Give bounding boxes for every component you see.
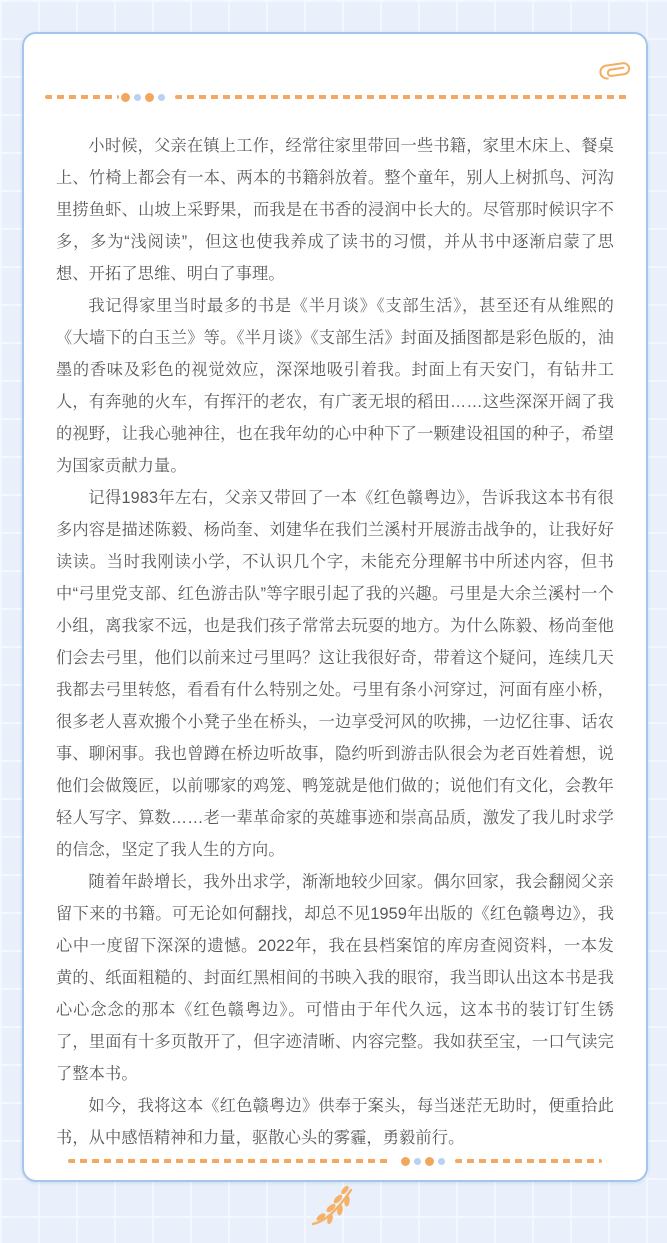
divider-dot [145,93,154,102]
divider-dot [414,1158,421,1165]
divider-dashes [455,1159,602,1163]
divider-dashes [45,95,119,99]
article-paragraph: 我记得家里当时最多的书是《半月谈》《支部生活》，甚至还有从维熙的《大墙下的白玉兰》等。《半月谈》《支部生活》封面及插图都是彩色版的，油墨的香味及彩色的视觉效应，深深地吸引着我。封面上有天安门，有钻井工人，有奔驰的火车，有挥汗的老农，有广袤无垠的稻田……这些深深开阔了我的视野，让我心驰神往，也在我年幼的心中种下了一颗建设祖国的种子，希望为国家贡献力量。 [56,297,614,475]
article-body [56,130,614,1154]
divider-dashes [68,1159,391,1163]
article-paragraph: 小时候，父亲在镇上工作，经常往家里带回一些书籍，家里木床上、餐桌上、竹椅上都会有一本、两本的书籍斜放着。整个童年，别人上树抓鸟、河沟里捞鱼虾、山坡上采野果，而我是在书香的浸润中长大的。尽管那时候识字不多，多为“浅阅读”，但这也使我养成了读书的习惯，并从书中逐渐启蒙了思想、开拓了思维、明白了事理。 [56,137,614,283]
article-paragraph: 记得1983年左右，父亲又带回了一本《红色赣粤边》，告诉我这本书有很多内容是描述陈毅、杨尚奎、刘建华在我们兰溪村开展游击战争的，让我好好读读。当时我刚读小学，不认识几个字，未能充分理解书中所述内容，但书中“弓里党支部、红色游击队”等字眼引起了我的兴趣。弓里是大余兰溪村一个小组，离我家不远，也是我们孩子常常去玩耍的地方。为什么陈毅、杨尚奎他们会去弓里，他们以前来过弓里吗？这让我很好奇，带着这个疑问，连续几天我都去弓里转悠，看看有什么特别之处。弓里有条小河穿过，河面有座小桥，很多老人喜欢搬个小凳子坐在桥头，一边享受河风的吹拂，一边忆往事、话农事、聊闲事。我也曾蹲在桥边听故事，隐约听到游击队很会为老百姓着想，说他们会做篾匠，以前哪家的鸡笼、鸭笼就是他们做的；说他们有文化，会教年轻人写字、算数……老一辈革命家的英雄事迹和崇高品质，激发了我儿时求学的信念，坚定了我人生的方向。 [56,489,614,859]
divider-dot [425,1157,434,1166]
paperclip-icon [598,59,638,90]
article-paragraph: 如今，我将这本《红色赣粤边》供奉于案头，每当迷茫无助时，便重拾此书，从中感悟精神和力量，驱散心头的雾霾，勇毅前行。 [56,1097,614,1147]
divider-dot [134,94,141,101]
card-header [56,60,638,88]
divider-bottom [68,1156,602,1166]
divider-dashes [175,95,628,99]
article-paragraph: 随着年龄增长，我外出求学，渐渐地较少回家。偶尔回家，我会翻阅父亲留下来的书籍。可无论如何翻找，却总不见1959年出版的《红色赣粤边》，我心中一度留下深深的遗憾。2022年，我在县档案馆的库房查阅资料，一本发黄的、纸面粗糙的、封面红黑相间的书映入我的眼帘，我当即认出这本书是我心心念念的那本《红色赣粤边》。可惜由于年代久远，这本书的装订钉生锈了，里面有十多页散开了，但字迹清晰、内容完整。我如获至宝，一口气读完了整本书。 [56,873,614,1083]
divider-dot [121,93,130,102]
divider-dot [401,1157,410,1166]
wheat-icon [311,1184,357,1226]
divider-dot [158,94,165,101]
divider-dot [438,1158,445,1165]
article-card [22,32,648,1182]
divider-top [45,92,628,102]
